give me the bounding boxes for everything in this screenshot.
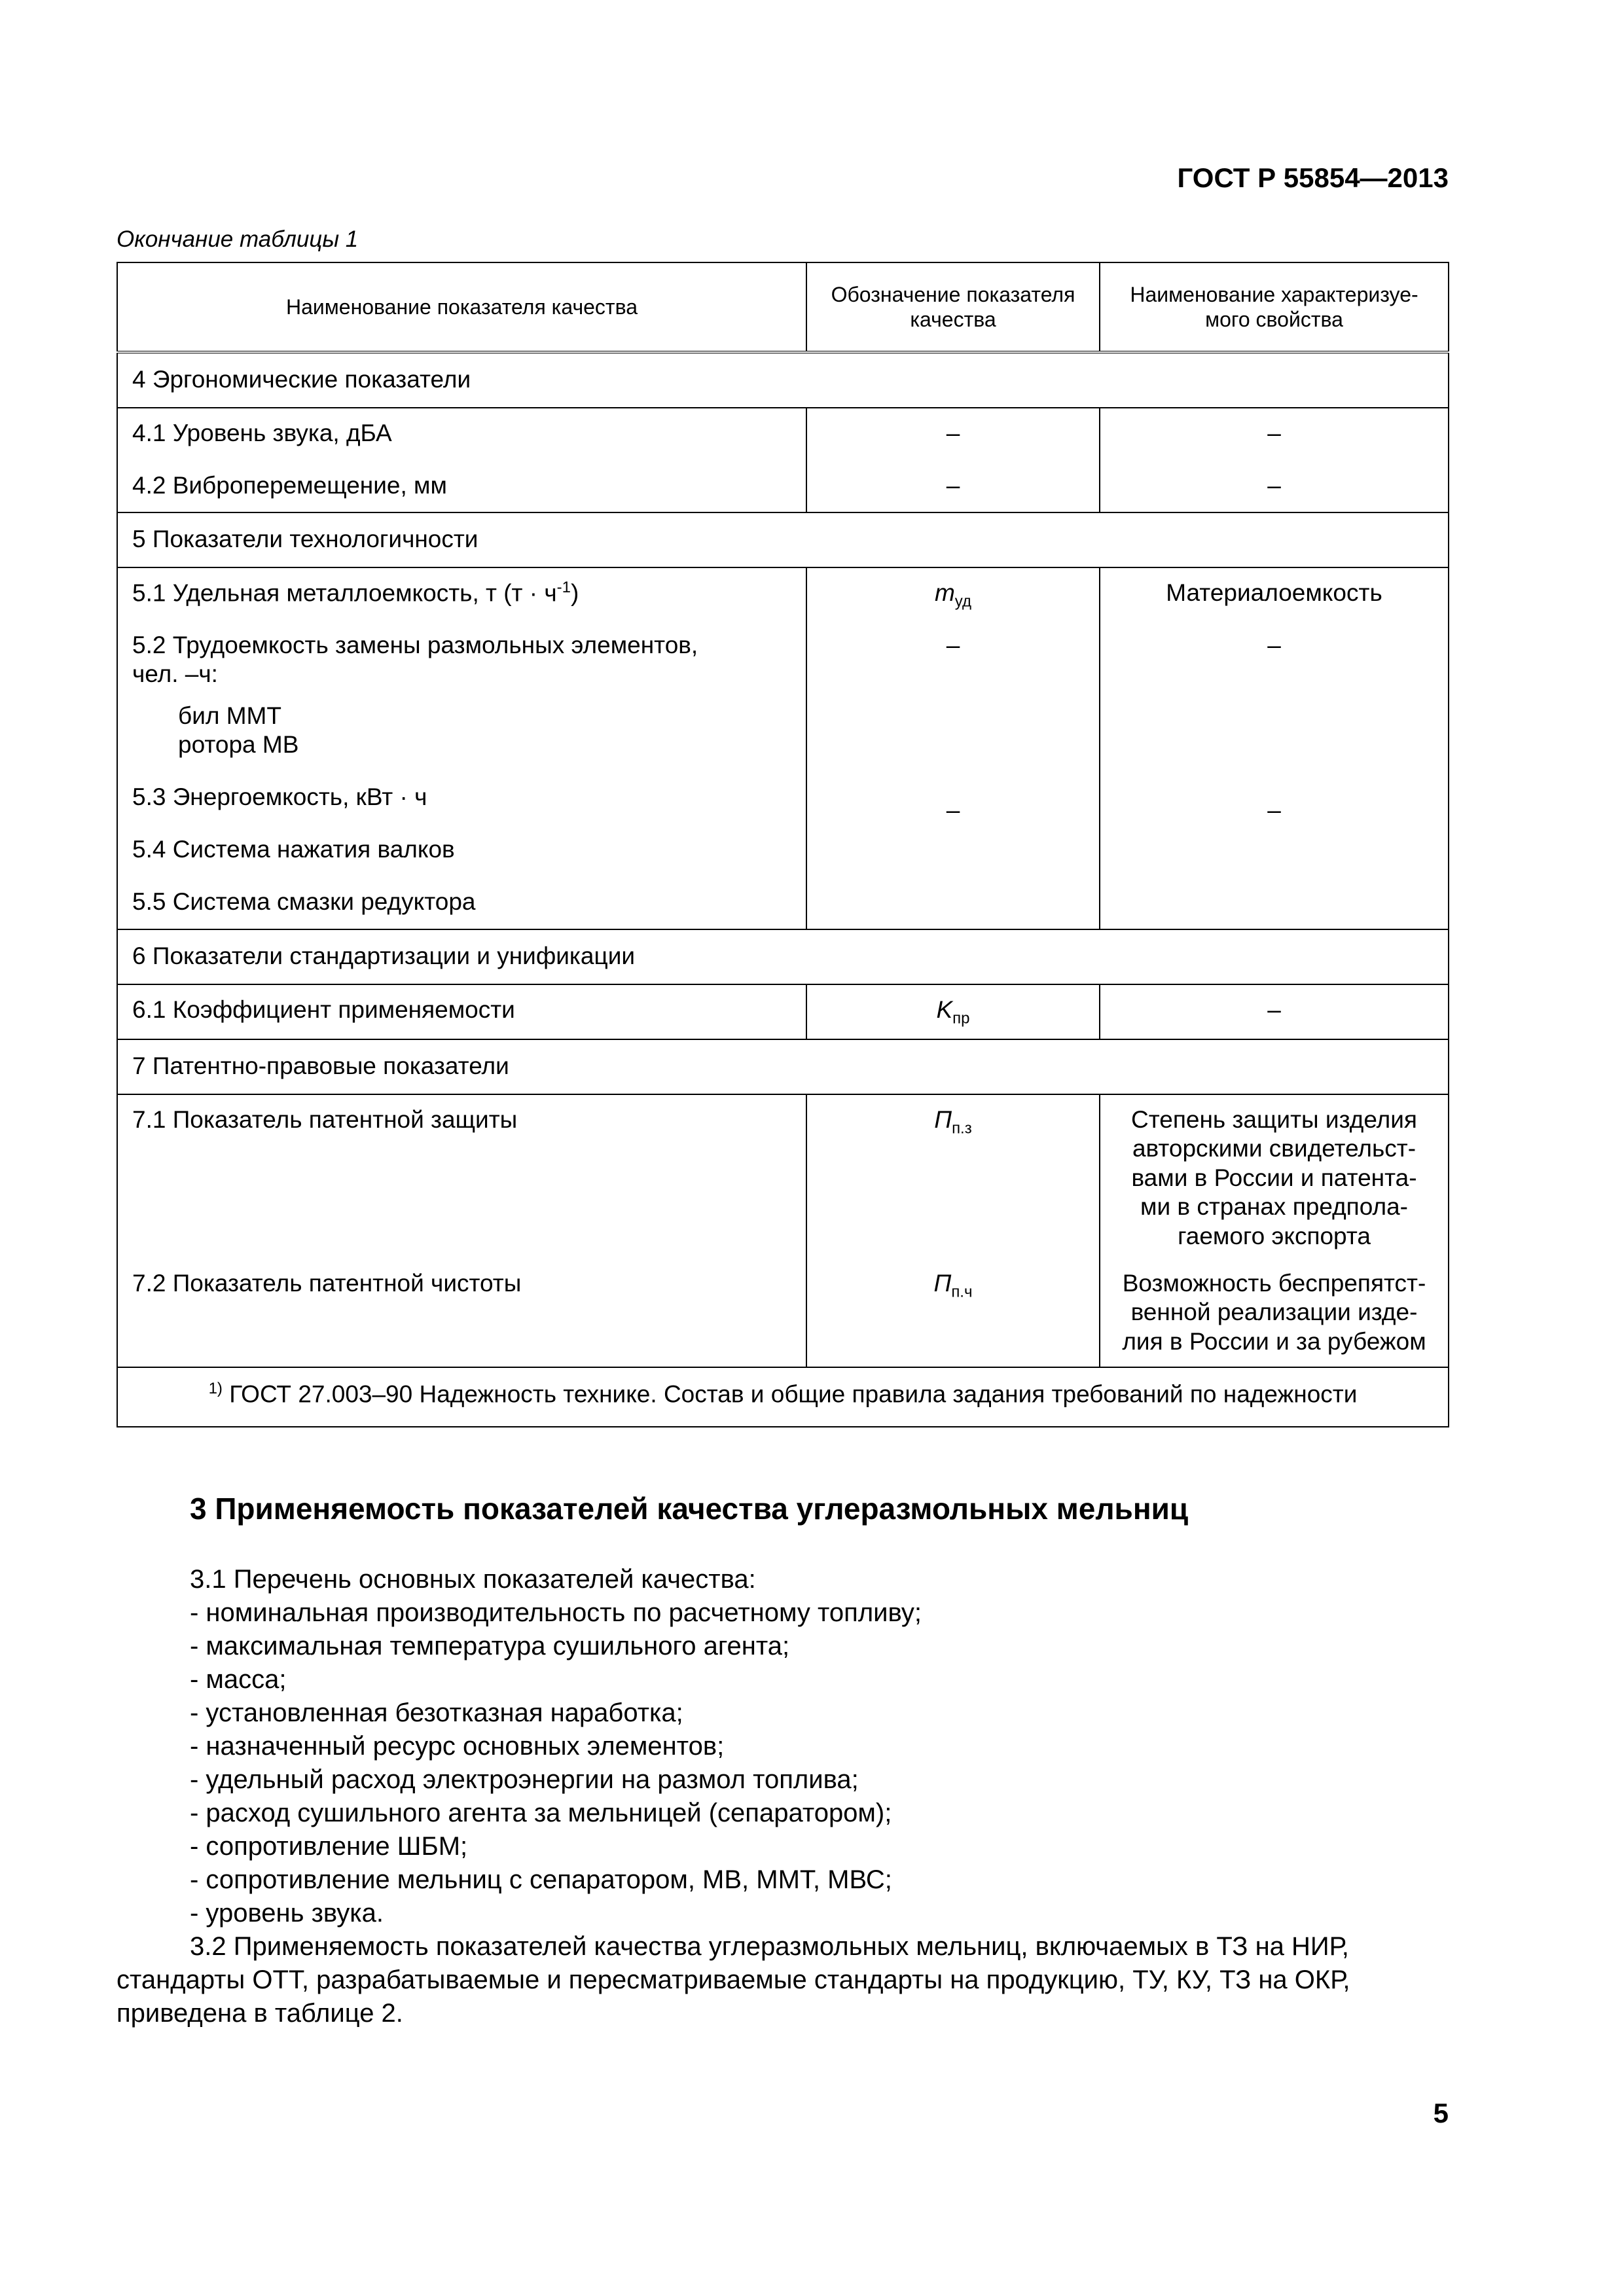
col-header-name: Наименование показателя качества	[117, 262, 806, 352]
indicator-symbol: $П_{п.з}$	[934, 1105, 972, 1138]
indicator-symbol: $П_{п.ч}$	[933, 1269, 973, 1301]
paragraph-line: 3.2 Применяемость показателей качества углеразмольных мельниц, включаемых в ТЗ на НИР,	[190, 1932, 1349, 1961]
table-row	[117, 567, 1449, 929]
group-title-ergonomic: 4 Эргономические показатели	[117, 352, 1449, 408]
indicator-name: 5.4 Система нажатия валков	[132, 836, 455, 863]
list-item: - максимальная температура сушильного агента;	[190, 1632, 790, 1660]
indicator-property: –	[1267, 632, 1281, 659]
table-row	[117, 984, 1449, 1039]
indicator-symbol: $m_{уд}$	[934, 579, 972, 611]
group-row	[117, 512, 1449, 567]
paragraph-line: приведена в таблице 2.	[117, 1999, 403, 2028]
indicator-property: Материалоемкость	[1166, 579, 1382, 607]
table-footnote: $^{1)}$ ГОСТ 27.003–90 Надежность технике. Состав и общие правила задания требований по надежности	[117, 1367, 1449, 1427]
section-heading: 3 Применяемость показателей качества углеразмольных мельниц	[190, 1492, 1189, 1526]
table-row	[117, 408, 1449, 512]
list-item: - удельный расход электроэнергии на размол топлива;	[190, 1765, 859, 1794]
indicator-name: 4.1 Уровень звука, дБА	[132, 420, 392, 446]
paragraph-line: стандарты ОТТ, разрабатываемые и пересматриваемые стандарты на продукцию, ТУ, КУ, ТЗ на ОКР,	[117, 1965, 1350, 1994]
col-header-symbol: Обозначение показателя качества	[806, 262, 1100, 352]
indicator-name: 7.2 Показатель патентной чистоты	[132, 1269, 522, 1297]
indicator-symbol: –	[946, 472, 960, 499]
quality-indicators-table	[117, 262, 1449, 1427]
group-title-standardization: 6 Показатели стандартизации и унификации	[117, 929, 1449, 984]
indicator-name: 5.2 Трудоемкость замены размольных элементов,	[132, 632, 698, 659]
indicator-property: Степень защиты изделия авторскими свидетельст- вами в России и патента- ми в странах предпола- гаемого экспорта	[1131, 1105, 1417, 1249]
group-row	[117, 1039, 1449, 1094]
page-number: 5	[1433, 2098, 1449, 2128]
indicator-property: Возможность беспрепятст- венной реализации изде- лия в России и за рубежом	[1122, 1269, 1426, 1355]
group-title-technological: 5 Показатели технологичности	[117, 512, 1449, 567]
indicator-subitem: ротора МВ	[178, 731, 299, 759]
list-item: - уровень звука.	[190, 1899, 384, 1928]
paragraph: 3.1 Перечень основных показателей качества:	[190, 1565, 756, 1594]
table-continuation-label: Окончание таблицы 1	[117, 226, 359, 252]
indicator-name: 6.1 Коэффициент применяемости	[117, 984, 806, 1039]
indicator-name: 5.3 Энергоемкость, кВт · ч	[132, 783, 427, 811]
list-item: - сопротивление ШБМ;	[190, 1832, 468, 1861]
indicator-symbol: –	[946, 420, 960, 446]
col-header-property: Наименование характеризуе-мого свойства	[1100, 262, 1449, 352]
footnote-row	[117, 1367, 1449, 1427]
indicator-symbol: –	[946, 797, 960, 824]
indicator-property: –	[1267, 420, 1281, 446]
list-item: - назначенный ресурс основных элементов;	[190, 1732, 725, 1761]
indicator-name: 7.1 Показатель патентной защиты	[132, 1105, 518, 1133]
list-item: - расход сушильного агента за мельницей (сепаратором);	[190, 1799, 892, 1827]
group-row	[117, 929, 1449, 984]
indicator-name: 4.2 Виброперемещение, мм	[132, 472, 447, 499]
document-code: ГОСТ Р 55854—2013	[1177, 162, 1449, 193]
indicator-property: –	[1100, 984, 1449, 1039]
indicator-symbol: –	[946, 632, 960, 659]
table-header-row	[117, 262, 1449, 352]
list-item: - номинальная производительность по расчетному топливу;	[190, 1598, 922, 1627]
indicator-property: –	[1267, 797, 1281, 824]
list-item: - масса;	[190, 1665, 287, 1694]
list-item: - сопротивление мельниц с сепаратором, МВ, ММТ, МВС;	[190, 1865, 892, 1894]
indicator-symbol: $K_{пр}$	[806, 984, 1100, 1039]
table-row	[117, 1094, 1449, 1367]
indicator-name-cont: чел. –ч:	[132, 660, 218, 688]
indicator-name: 5.5 Система смазки редуктора	[132, 888, 476, 916]
indicator-property: –	[1267, 472, 1281, 499]
section-body	[117, 1563, 1448, 2030]
group-title-patent: 7 Патентно-правовые показатели	[117, 1039, 1449, 1094]
indicator-name: 5.1 Удельная металлоемкость, т $(т \cdot ч^{-1})$	[132, 579, 579, 607]
indicator-subitem: бил ММТ	[178, 702, 281, 730]
group-row	[117, 352, 1449, 408]
list-item: - установленная безотказная наработка;	[190, 1698, 683, 1727]
